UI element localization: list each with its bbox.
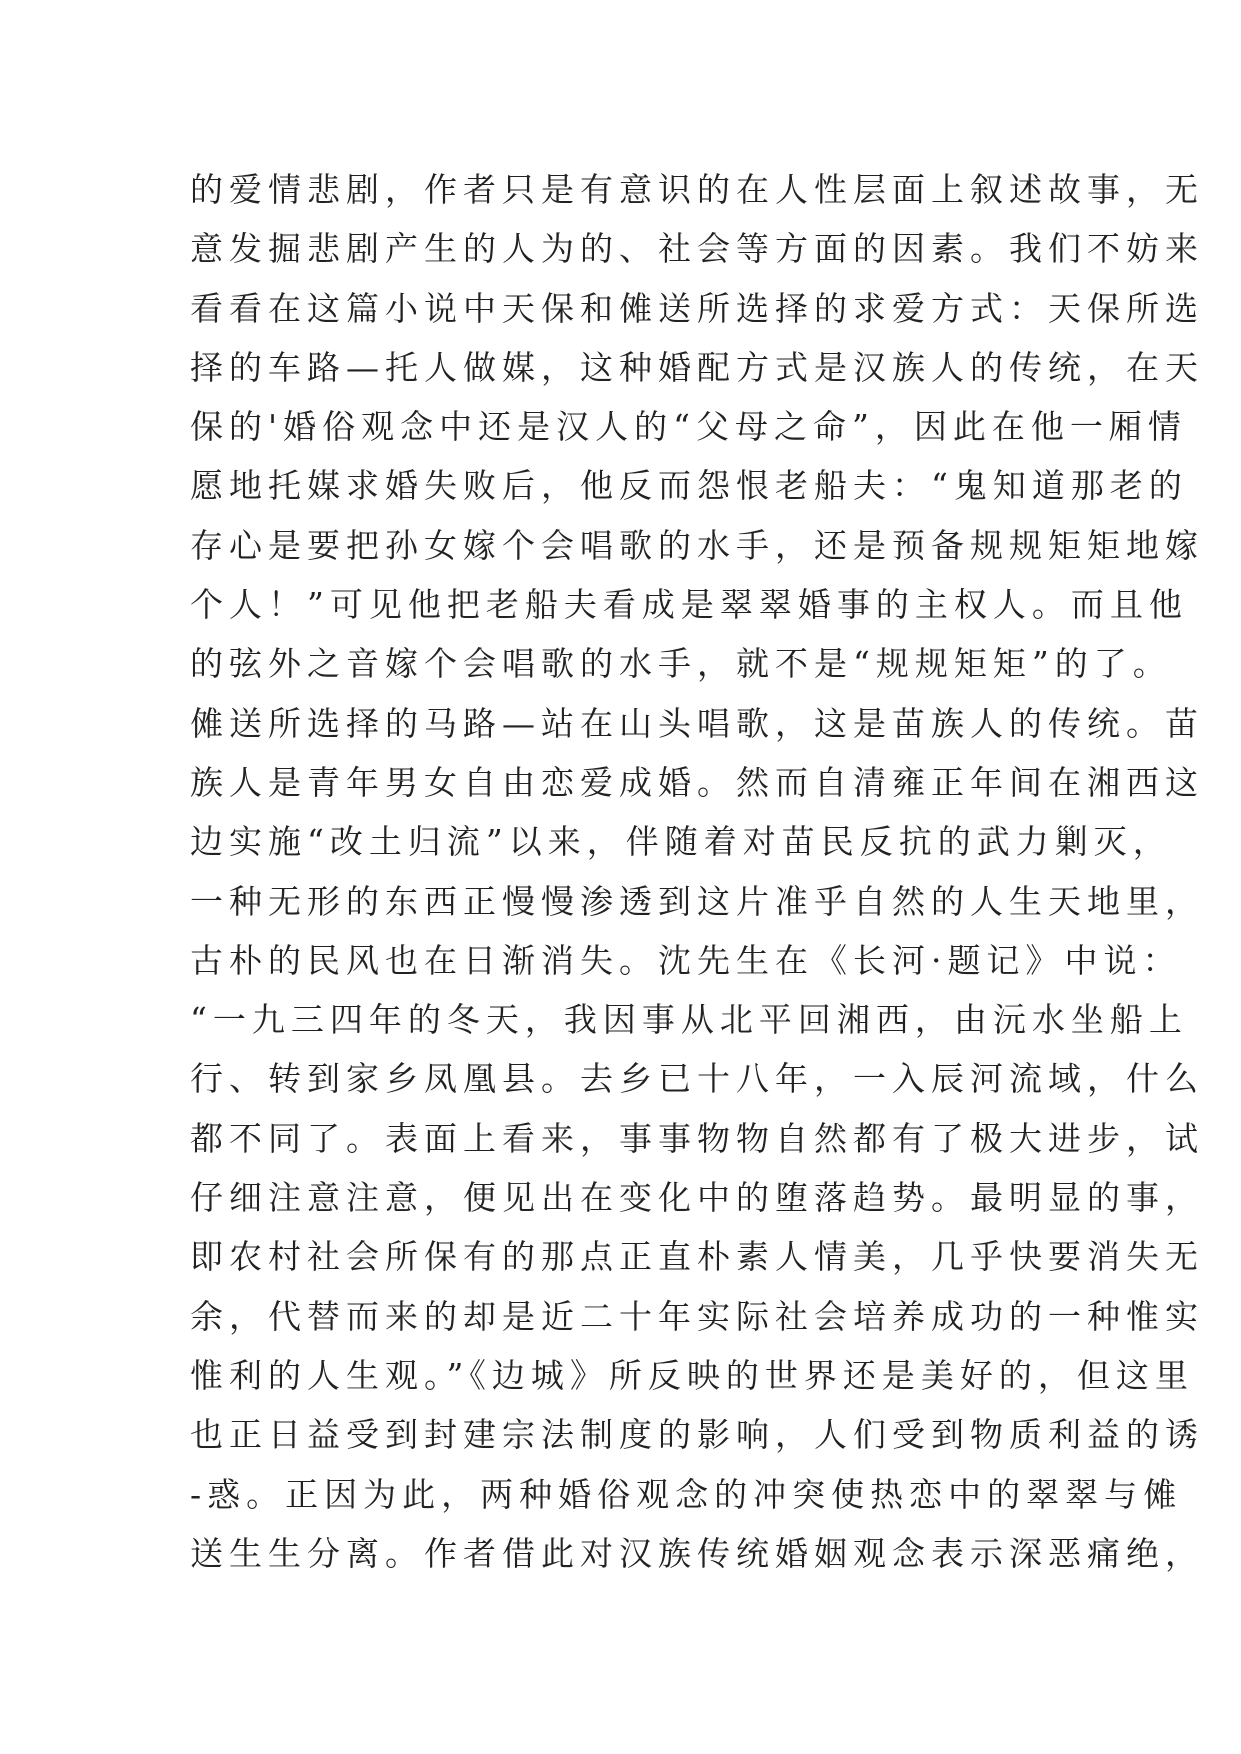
text-line: 余，代替而来的却是近二十年实际社会培养成功的一种惟实 (190, 1296, 1204, 1336)
text-line: 个人！”可见他把老船夫看成是翠翠婚事的主权人。而且他 (190, 585, 1188, 625)
text-line: 一种无形的东西正慢慢渗透到这片准乎自然的人生天地里， (190, 881, 1204, 921)
text-line: 愿地托媒求婚失败后，他反而怨恨老船夫：“鬼知道那老的 (190, 466, 1188, 506)
text-line: 惟利的人生观。”《边城》所反映的世界还是美好的，但这里 (190, 1355, 1194, 1395)
text-line: 择的车路—托人做媒，这种婚配方式是汉族人的传统，在天 (190, 347, 1204, 387)
text-line: 仔细注意注意，便见出在变化中的堕落趋势。最明显的事， (190, 1178, 1204, 1218)
text-line: 的弦外之音嫁个会唱歌的水手，就不是“规规矩矩”的了。 (190, 644, 1172, 684)
text-line: 保的'婚俗观念中还是汉人的“父母之命”，因此在他一厢情 (190, 407, 1187, 447)
text-line: 也正日益受到封建宗法制度的影响，人们受到物质利益的诱 (190, 1415, 1204, 1455)
text-line: -惑。正因为此，两种婚俗观念的冲突使热恋中的翠翠与傩 (190, 1474, 1183, 1514)
text-line: 的爱情悲剧，作者只是有意识的在人性层面上叙述故事，无 (190, 170, 1204, 209)
text-line: 傩送所选择的马路—站在山头唱歌，这是苗族人的传统。苗 (190, 703, 1204, 743)
text-line: “一九三四年的冬天，我因事从北平回湘西，由沅水坐船上 (190, 1000, 1188, 1040)
text-line: 送生生分离。作者借此对汉族传统婚姻观念表示深恶痛绝， (190, 1533, 1204, 1573)
text-line: 看看在这篇小说中天保和傩送所选择的求爱方式：天保所选 (190, 288, 1204, 328)
text-line: 意发掘悲剧产生的人为的、社会等方面的因素。我们不妨来 (190, 229, 1204, 269)
text-line: 古朴的民风也在日渐消失。沈先生在《长河·题记》中说： (190, 940, 1182, 980)
text-line: 存心是要把孙女嫁个会唱歌的水手，还是预备规规矩矩地嫁 (190, 525, 1204, 565)
text-line: 族人是青年男女自由恋爱成婚。然而自清雍正年间在湘西这 (190, 762, 1204, 802)
body-text (190, 160, 1204, 1583)
text-line: 边实施“改土归流”以来，伴随着对苗民反抗的武力剿灭， (190, 822, 1172, 862)
text-line: 行、转到家乡凤凰县。去乡已十八年，一入辰河流域，什么 (190, 1059, 1204, 1099)
text-line: 即农村社会所保有的那点正直朴素人情美，几乎快要消失无 (190, 1237, 1204, 1277)
text-line: 都不同了。表面上看来，事事物物自然都有了极大进步，试 (190, 1118, 1204, 1158)
